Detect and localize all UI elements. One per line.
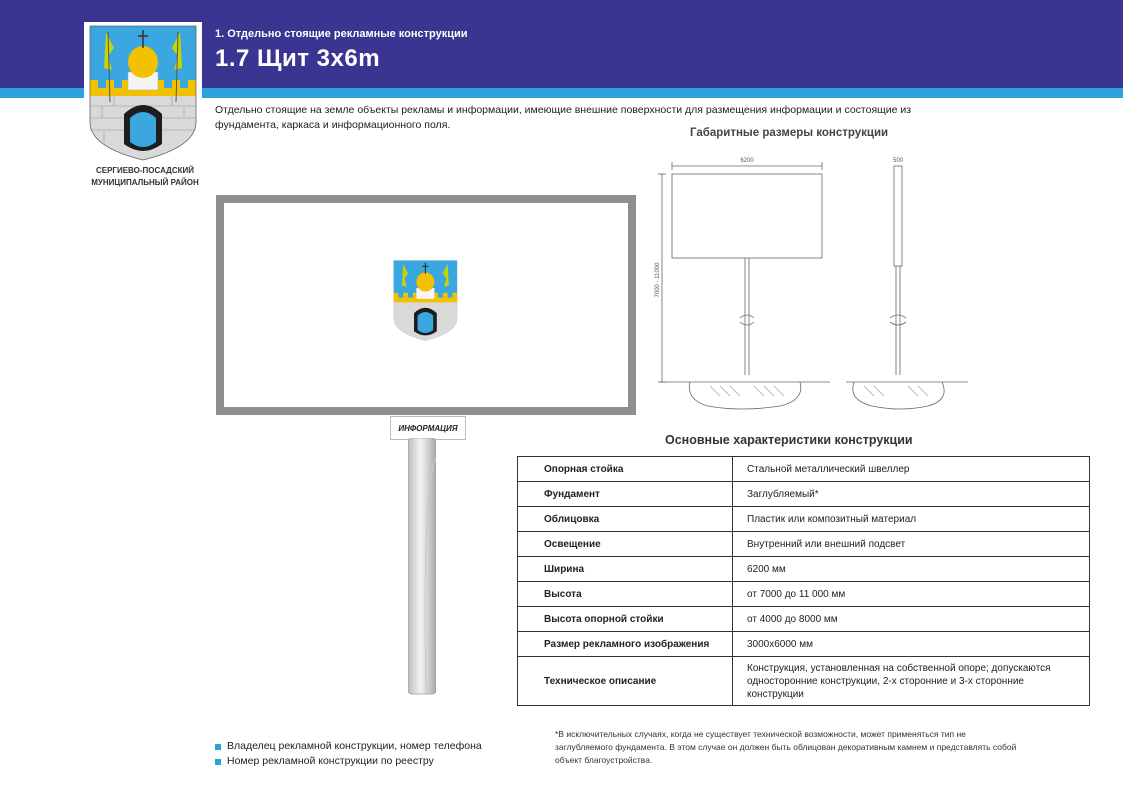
characteristics-title: Основные характеристики конструкции [665,433,913,447]
dimension-drawings [650,150,970,415]
row-key: Размер рекламного изображения [518,632,733,657]
row-key: Фундамент [518,482,733,507]
row-key: Высота [518,582,733,607]
table-row [518,607,1090,632]
row-value: 3000х6000 мм [733,632,1090,657]
table-row [518,457,1090,482]
table-row [518,632,1090,657]
district-line-2: МУНИЦИПАЛЬНЫЙ РАЙОН [91,178,199,187]
table-row [518,507,1090,532]
page-title: 1.7 Щит 3х6m [215,45,381,72]
footnote: *В исключительных случаях, когда не существует технической возможности, может применяться тип не заглубляемого фундамента. В этом случае он должен быть облицован декоративным камнем и представлять собой объект благоустройства. [555,729,1017,765]
district-name [84,165,206,189]
legend-owner-label: Владелец рекламной конструкции, номер телефона [227,740,482,752]
row-value: Пластик или композитный материал [733,507,1090,532]
billboard-frame [216,195,636,415]
square-bullet-icon [215,759,221,765]
logo [84,22,202,162]
intro-text: Отдельно стоящие на земле объекты рекламы и информации, имеющие внешние поверхности для размещения информации и состоящие из фундамента, каркаса и информационного поля. [215,104,912,131]
table-row [518,582,1090,607]
legend-item-owner [215,739,482,754]
row-value: от 4000 до 8000 мм [733,607,1090,632]
row-key: Техническое описание [518,657,733,706]
row-key: Облицовка [518,507,733,532]
section-label: 1. Отдельно стоящие рекламные конструкции [215,28,468,40]
legend-item-registry [215,754,482,769]
billboard-illustration [216,195,636,415]
characteristics-table [517,456,1090,706]
depth-dimension-label: 500 [892,158,904,164]
width-dimension-label: 6200 [740,158,754,164]
coat-of-arms-icon [84,22,202,162]
dimensions-title: Габаритные размеры конструкции [690,127,889,139]
row-value: Заглубляемый* [733,482,1090,507]
height-dimension-label: 7000 - 11000 [655,262,661,298]
info-plate: ИНФОРМАЦИЯ [390,416,466,440]
billboard-coat-of-arms-icon [394,260,458,340]
row-value: 6200 мм [733,557,1090,582]
legend [215,739,482,769]
square-bullet-icon [215,744,221,750]
row-key: Опорная стойка [518,457,733,482]
row-value: Внутренний или внешний подсвет [733,532,1090,557]
table-row [518,657,1090,706]
row-key: Высота опорной стойки [518,607,733,632]
row-value: от 7000 до 11 000 мм [733,582,1090,607]
table-row [518,482,1090,507]
legend-registry-label: Номер рекламной конструкции по реестру [227,755,434,767]
table-row [518,557,1090,582]
row-value: Стальной металлический швеллер [733,457,1090,482]
row-key: Освещение [518,532,733,557]
row-key: Ширина [518,557,733,582]
row-value: Конструкция, установленная на собственной опоре; допускаются односторонние конструкции, 2-х сторонние и 3-х сторонние конструкции [733,657,1090,706]
billboard-pole [408,438,436,698]
district-line-1: СЕРГИЕВО-ПОСАДСКИЙ [95,166,195,175]
table-row [518,532,1090,557]
